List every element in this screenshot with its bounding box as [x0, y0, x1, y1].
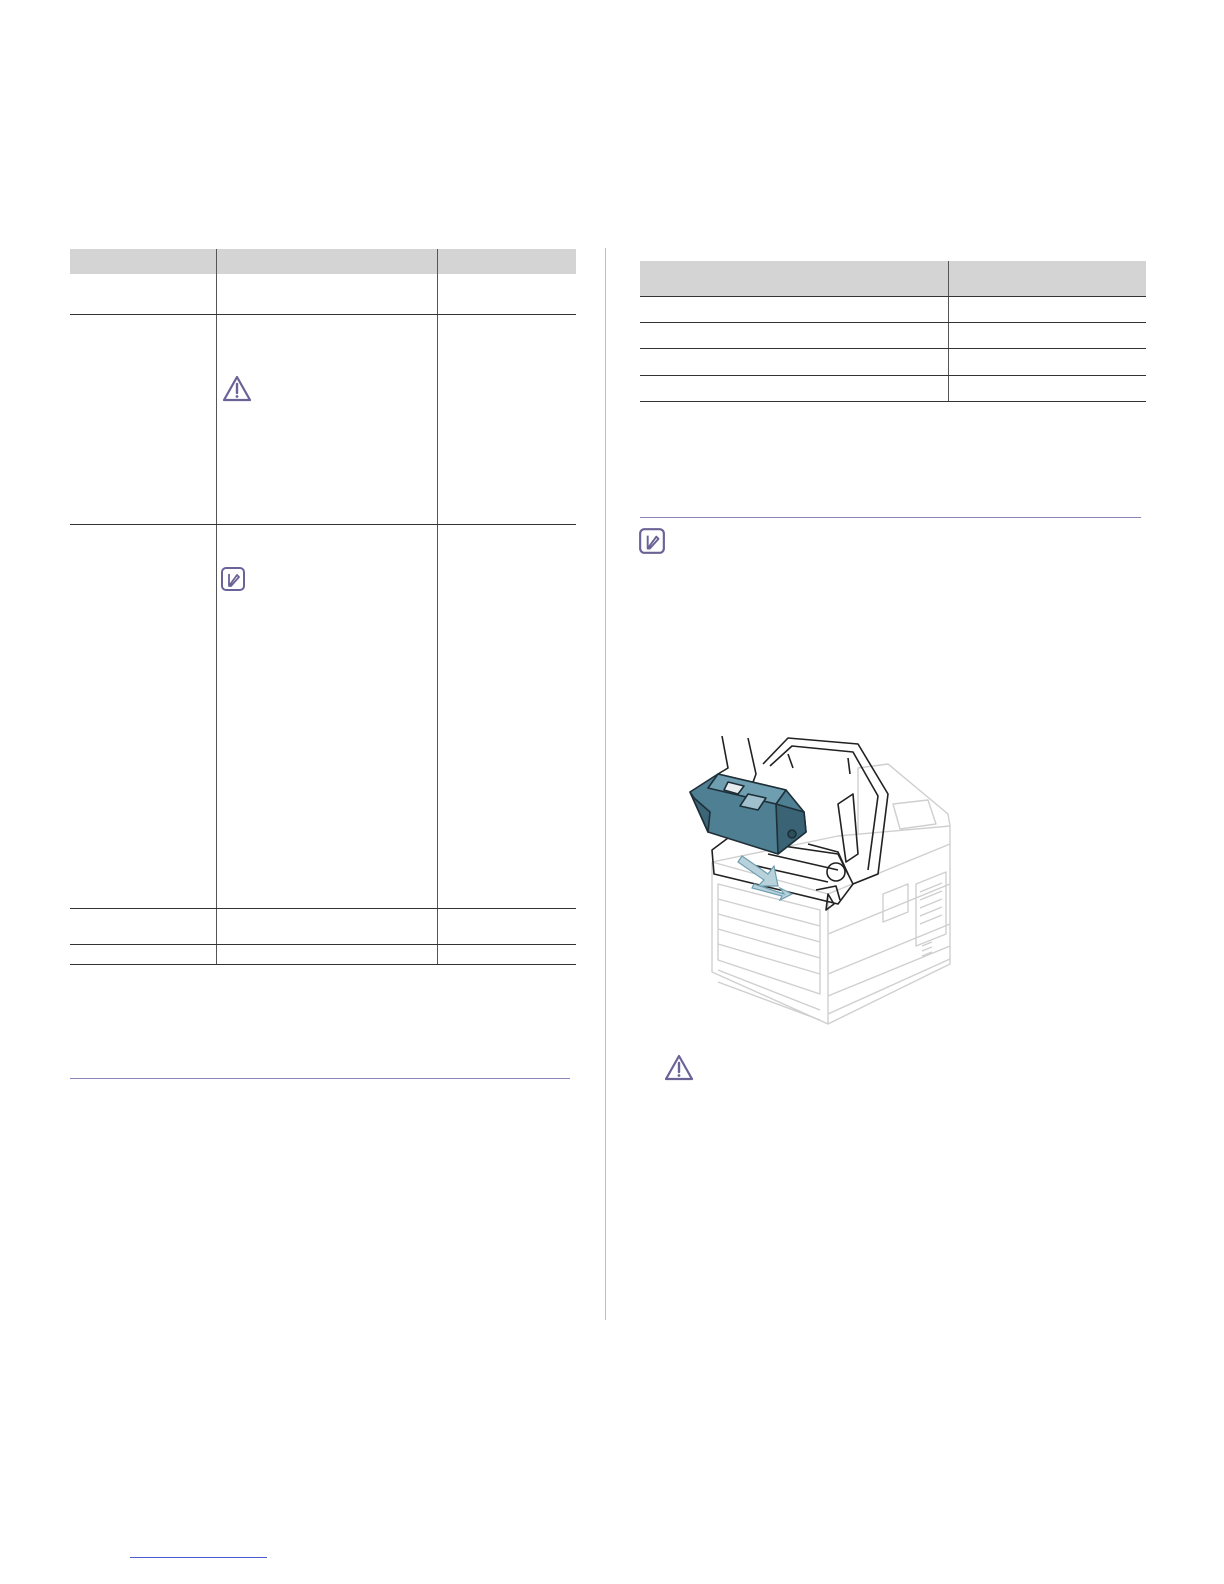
warning-triangle-icon — [664, 1054, 694, 1081]
right-table-row-divider — [640, 322, 1146, 323]
left-table-row-divider — [70, 908, 576, 909]
left-table-row-divider — [70, 524, 576, 525]
section-rule — [70, 1078, 570, 1079]
column-divider — [605, 248, 606, 1320]
note-rule — [640, 517, 1141, 518]
warning-triangle-icon — [222, 375, 252, 402]
right-table-col-divider — [948, 261, 949, 402]
note-pencil-icon — [220, 566, 246, 592]
left-table-bottom-border — [70, 964, 576, 965]
left-table-col-divider-1 — [216, 249, 217, 965]
right-table-row-divider — [640, 375, 1146, 376]
left-table-row-divider — [70, 944, 576, 945]
right-table-row-divider — [640, 348, 1146, 349]
printer-toner-install-illustration — [688, 734, 958, 1031]
left-table-row-divider — [70, 314, 576, 315]
left-table-header — [70, 249, 576, 274]
right-table-header — [640, 261, 1146, 296]
right-table-bottom-border — [640, 401, 1146, 402]
right-table-row-divider — [640, 296, 1146, 297]
footer-link-underline[interactable] — [130, 1557, 267, 1558]
note-pencil-icon — [638, 527, 666, 555]
left-table-col-divider-2 — [437, 249, 438, 965]
